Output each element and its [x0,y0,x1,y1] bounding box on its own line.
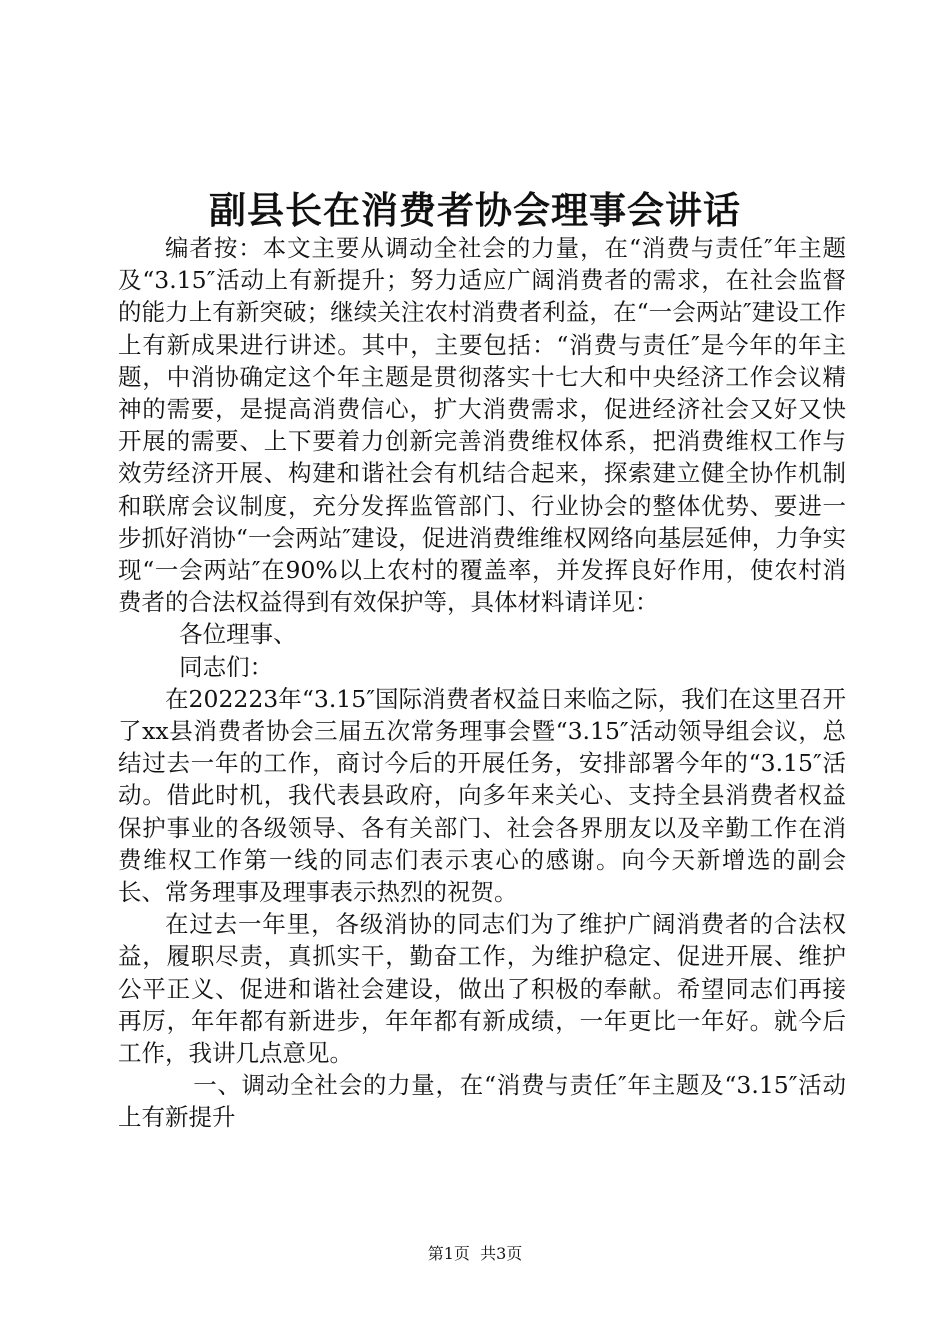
page-total: 共3页 [480,1244,523,1263]
document-title: 副县长在消费者协会理事会讲话 [209,188,741,232]
section-heading-1: 一、调动全社会的力量，在“消费与责任″年主题及“3.15″活动上有新提升 [118,1071,846,1132]
speech-paragraph-2: 在过去一年里，各级消协的同志们为了维护广阔消费者的合法权益，履职尽责，真抓实干，勤奋工作，为维护稳定、促进开展、维护公平正义、促进和谐社会建设，做出了积极的奉献。希望同志们再接再厉，年年都有新进步，年年都有新成绩，一年更比一年好。就今后工作，我讲几点意见。 [118,910,846,1068]
salutation-comrades: 同志们： [179,652,274,681]
editor-note-paragraph: 编者按：本文主要从调动全社会的力量，在“消费与责任″年主题及“3.15″活动上有新提升；努力适应广阔消费者的需求，在社会监督的能力上有新突破；继续关注农村消费者利益，在“一会两站″建设工作上有新成果进行讲述。其中，主要包括：“消费与责任″是今年的年主题，中消协确定这个年主题是贯彻落实十七大和中央经济工作会议精神的需要，是提高消费信心，扩大消费需求，促进经济社会又好又快开展的需要、上下要着力创新完善消费维权体系，把消费维权工作与效劳经济开展、构建和谐社会有机结合起来，探索建立健全协作机制和联席会议制度，充分发挥监管部门、行业协会的整体优势、要进一步抓好消协“一会两站″建设，促进消费维维权网络向基层延伸，力争实现“一会两站″在90%以上农村的覆盖率，并发挥良好作用，使农村消费者的合法权益得到有效保护等，具体材料请详见： [118,234,846,617]
page-footer [0,1243,950,1265]
salutation-members: 各位理事、 [179,620,297,649]
document-body [118,232,846,1134]
speech-paragraph-1: 在202223年“3.15″国际消费者权益日来临之际，我们在这里召开了xx县消费者协会三届五次常务理事会暨“3.15″活动领导组会议，总结过去一年的工作，商讨今后的开展任务，安排部署今年的“3.15″活动。借此时机，我代表县政府，向多年来关心、支持全县消费者权益保护事业的各级领导、各有关部门、社会各界朋友以及辛勤工作在消费维权工作第一线的同志们表示衷心的感谢。向今天新增选的副会长、常务理事及理事表示热烈的祝贺。 [118,684,846,907]
page-number: 第1页 [427,1244,470,1263]
